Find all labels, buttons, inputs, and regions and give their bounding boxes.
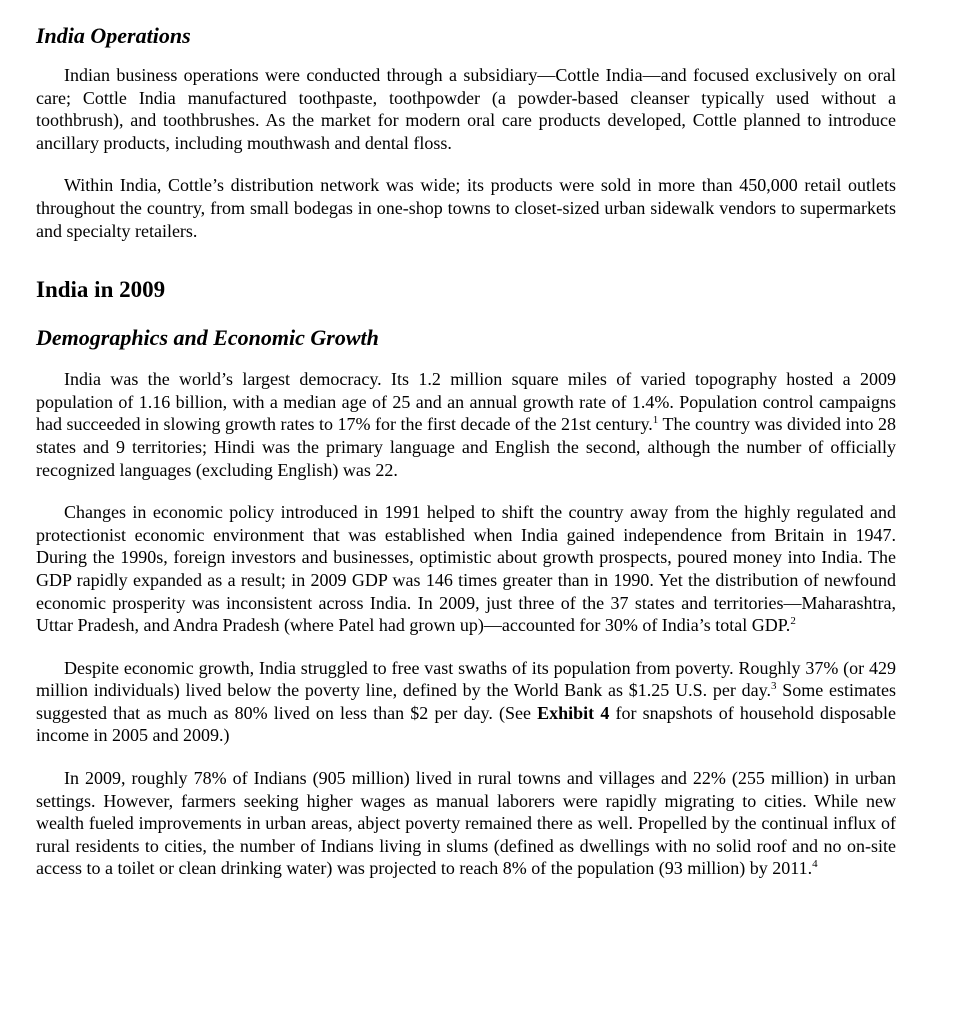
paragraph-urbanization [36,767,896,880]
paragraph-distribution-network: Within India, Cottle’s distribution network was wide; its products were sold in more than 450,000 retail outlets throughout the country, from small bodegas in one-shop towns to closet-sized urban sidewalk vendors to supermarkets and specialty retailers. [36,175,896,241]
paragraph-economic-policy [36,501,896,637]
document-page [36,22,896,880]
exhibit-reference: Exhibit 4 [537,702,610,723]
paragraph-text: Some estimates suggested that as much as 80% lived on less than $2 per day. (See [36,680,896,723]
paragraph-text: The country was divided into 28 states and 9 territories; Hindi was the primary language and English the second, although the number of officially recognized languages (excluding English) was 22. [36,414,896,480]
footnote-marker: 2 [790,615,796,628]
paragraph-demographics [36,368,896,481]
footnote-marker: 4 [812,858,818,871]
paragraph-poverty [36,657,896,747]
paragraph-cottle-india: Indian business operations were conducted through a subsidiary—Cottle India—and focused exclusively on oral care; Cottle India manufactured toothpaste, toothpowder (a powder-based cleanser typically used without a toothbrush), and toothbrushes. As the market for modern oral care products developed, Cottle planned to introduce ancillary products, including mouthwash and dental floss. [36,65,896,153]
paragraph-text: for snapshots of household disposable income in 2005 and 2009.) [36,702,896,746]
paragraph-text: In 2009, roughly 78% of Indians (905 million) lived in rural towns and villages and 22% (255 million) in urban settings. However, farmers seeking higher wages as manual laborers were rapidly migrating to cities. While new wealth fueled improvements in urban areas, abject poverty remained there as well. Propelled by the continual influx of rural residents to cities, the number of Indians living in slums (defined as dwellings with no solid roof and no on-site access to a toilet or clean drinking water) was projected to reach 8% of the population (93 million) by 2011. [36,768,896,879]
section-heading-india-operations: India Operations [36,23,191,48]
subsection-heading-demographics: Demographics and Economic Growth [36,325,379,351]
paragraph-text: India was the world’s largest democracy. Its 1.2 million square miles of varied topography hosted a 2009 population of 1.16 billion, with a median age of 25 and an annual growth rate of 1.4%. Population control campaigns had succeeded in slowing growth rates to 17% for the first decade of the 21st century. [36,369,896,435]
paragraph-text: Changes in economic policy introduced in 1991 helped to shift the country away from the highly regulated and protectionist economic environment that was established when India gained independence from Britain in 1947. During the 1990s, foreign investors and businesses, optimistic about growth prospects, poured money into India. The GDP rapidly expanded as a result; in 2009 GDP was 146 times greater than in 1990. Yet the distribution of newfound economic prosperity was inconsistent across India. In 2009, just three of the 37 states and territories—Maharashtra, Uttar Pradesh, and Andra Pradesh (where Patel had grown up)—accounted for 30% of India’s total GDP. [36,502,896,636]
paragraph-text: Despite economic growth, India struggled to free vast swaths of its population from poverty. Roughly 37% (or 429 million individuals) lived below the poverty line, defined by the World Bank as $1.25 U.S. per day. [36,657,896,701]
footnote-marker: 3 [770,680,777,693]
section-heading-india-2009: India in 2009 [36,277,166,303]
footnote-marker: 1 [652,414,659,427]
